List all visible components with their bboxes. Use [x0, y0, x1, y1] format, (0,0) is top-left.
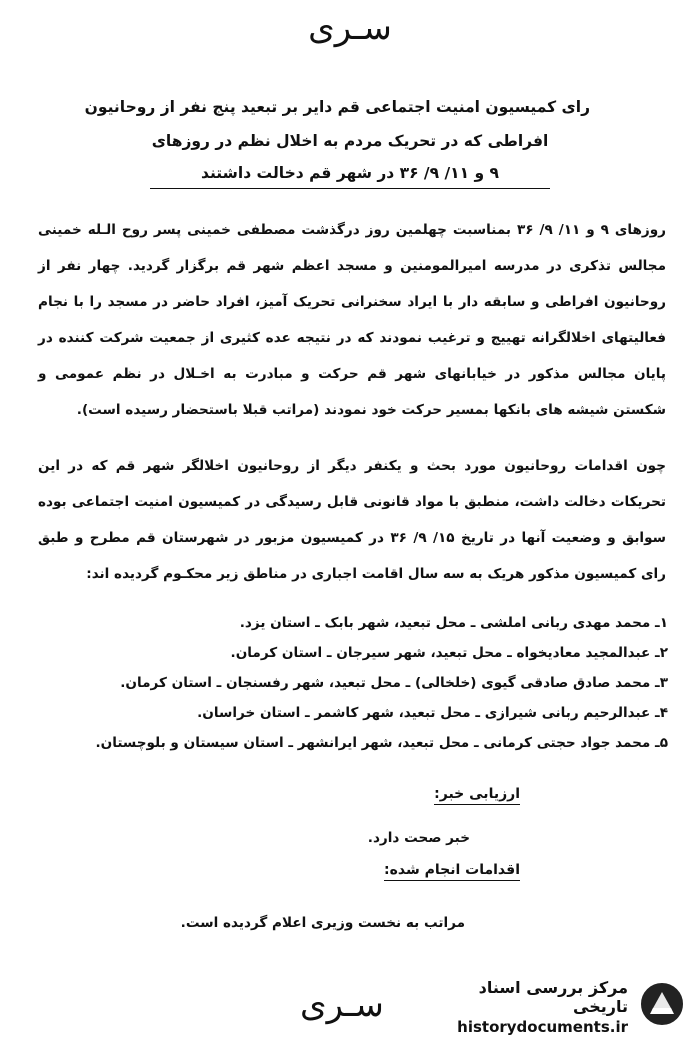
- list-item: ۴ـ عبدالرحیم ربانی شیرازی ـ محل تبعید، شهر کاشمر ـ استان خراسان.: [197, 705, 668, 721]
- actions-heading: اقدامات انجام شده:: [384, 862, 520, 881]
- document-title-line-2: افراطی که در تحریک مردم به اخلال نظم در روزهای: [151, 132, 549, 150]
- list-item: ۲ـ عبدالمجید معادیخواه ـ محل تبعید، شهر سیرجان ـ استان کرمان.: [230, 645, 668, 661]
- body-paragraph-1: روزهای ۹ و ۱۱/ ۹/ ۳۶ بمناسبت چهلمین روز درگذشت مصطفی خمینی پسر روح الـله خمینی مجالس تذکری در مدرسه امیرالمومنین و مسجد اعظم شهر قم برگزار گردید. چهار نفر از روحانیون افراطی و سابقه دار با ایراد سخنرانی تحریک آمیز، افراد حاضر در مسجد را با نجام فعالیتهای اخلالگرانه تهییج و ترغیب نمودند که در نتیجه عده کثیری از جمعیت شرکت کننده در پایان مجالس مذکور در خیابانهای شهر قم حرکت و مبادرت به اخـلال در نظم عمومی و شکستن شیشه های بانکها بمسیر حرکت خود نمودند (مراتب قبلا باستحضار رسیده است).: [38, 222, 666, 418]
- actions-text: مراتب به نخست وزیری اعلام گردیده است.: [180, 915, 465, 931]
- exile-list: [40, 608, 668, 758]
- watermark-title: مرکز بررسی اسناد تاریخی: [478, 978, 628, 1016]
- list-item: ۱ـ محمد مهدی ربانی املشی ـ محل تبعید، شهر بابک ـ استان یزد.: [239, 615, 668, 631]
- assessment-heading: ارزیابی خبر:: [434, 786, 520, 805]
- classification-stamp-top: سـری: [308, 8, 392, 48]
- list-item: ۳ـ محمد صادق صادقی گیوی (خلخالی) ـ محل تبعید، شهر رفسنجان ـ استان کرمان.: [120, 675, 668, 691]
- watermark: [438, 978, 692, 1036]
- classification-stamp-bottom: سـری: [300, 985, 384, 1025]
- document-title-line-3: ۹ و ۱۱/ ۹/ ۳۶ در شهر قم دخالت داشتند: [201, 164, 499, 182]
- assessment-text: خبر صحت دارد.: [367, 830, 470, 846]
- body-paragraph-2: چون اقدامات روحانیون مورد بحث و یکنفر دیگر از روحانیون اخلالگر شهر قم که در این تحریکات دخالت داشت، منطبق با مواد قانونی قابل رسیدگی در کمیسیون امنیت اجتماعی بوده سوابق و وضعیت آنها در تاریخ ۱۵/ ۹/ ۳۶ در کمیسیون مزبور در شهرستان قم مطرح و طبق رای کمیسیون مذکور هریک به سه سال اقامت اجباری در مناطق زیر محکـوم گردیده اند:: [38, 458, 666, 582]
- title-underline: [150, 188, 550, 189]
- watermark-url: historydocuments.ir: [457, 1018, 628, 1036]
- list-item: ۵ـ محمد جواد حجتی کرمانی ـ محل تبعید، شهر ایرانشهر ـ استان سیستان و بلوچستان.: [95, 735, 668, 751]
- document-stack-logo-icon: [638, 980, 686, 1028]
- watermark-text: [438, 978, 628, 1036]
- document-title-line-1: رای کمیسیون امنیت اجتماعی قم دایر بر تبعید پنج نفر از روحانیون: [84, 98, 590, 116]
